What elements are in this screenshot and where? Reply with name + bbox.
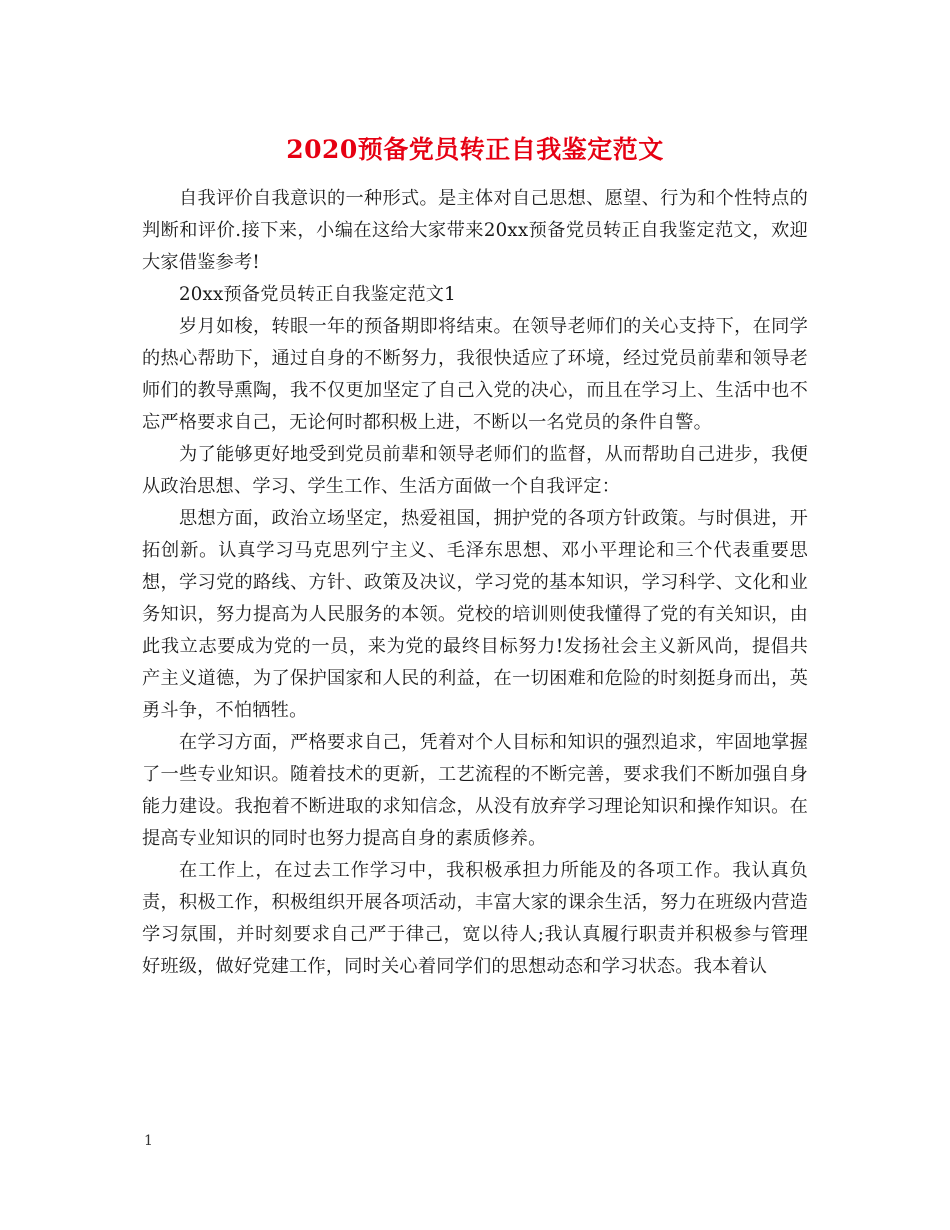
paragraph: 在学习方面，严格要求自己，凭着对个人目标和知识的强烈追求，牢固地掌握了一些专业知识。随着技术的更新，工艺流程的不断完善，要求我们不断加强自身能力建设。我抱着不断进取的求知信念，从没有放弃学习理论知识和操作知识。在提高专业知识的同时也努力提高自身的素质修养。 [142,732,808,849]
page-number: 1 [144,1133,153,1149]
paragraph: 岁月如梭，转眼一年的预备期即将结束。在领导老师们的关心支持下，在同学的热心帮助下，通过自身的不断努力，我很快适应了环境，经过党员前辈和领导老师们的教导熏陶，我不仅更加坚定了自己入党的决心，而且在学习上、生活中也不忘严格要求自己，无论何时都积极上进，不断以一名党员的条件自警。 [142,316,808,433]
paragraph: 思想方面，政治立场坚定，热爱祖国，拥护党的各项方针政策。与时俱进，开拓创新。认真学习马克思列宁主义、毛泽东思想、邓小平理论和三个代表重要思想，学习党的路线、方针、政策及决议，学习党的基本知识，学习科学、文化和业务知识，努力提高为人民服务的本领。党校的培训则使我懂得了党的有关知识，由此我立志要成为党的一员，来为党的最终目标努力!发扬社会主义新风尚，提倡共产主义道德，为了保护国家和人民的利益，在一切困难和危险的时刻挺身而出，英勇斗争，不怕牺牲。 [142,508,808,721]
paragraph: 自我评价自我意识的一种形式。是主体对自己思想、愿望、行为和个性特点的判断和评价.接下来，小编在这给大家带来20xx预备党员转正自我鉴定范文，欢迎大家借鉴参考! [142,188,808,273]
paragraph: 在工作上，在过去工作学习中，我积极承担力所能及的各项工作。我认真负责，积极工作，积极组织开展各项活动，丰富大家的课余生活，努力在班级内营造学习氛围，并时刻要求自己严于律己，宽以待人;我认真履行职责并积极参与管理好班级，做好党建工作，同时关心着同学们的思想动态和学习状态。我本着认 [142,860,808,977]
section-heading: 20xx预备党员转正自我鉴定范文1 [179,284,456,305]
document-body [142,183,808,983]
document-title: 2020预备党员转正自我鉴定范文 [286,135,664,164]
paragraph: 为了能够更好地受到党员前辈和领导老师们的监督，从而帮助自己进步，我便从政治思想、学习、学生工作、生活方面做一个自我评定： [142,444,808,497]
